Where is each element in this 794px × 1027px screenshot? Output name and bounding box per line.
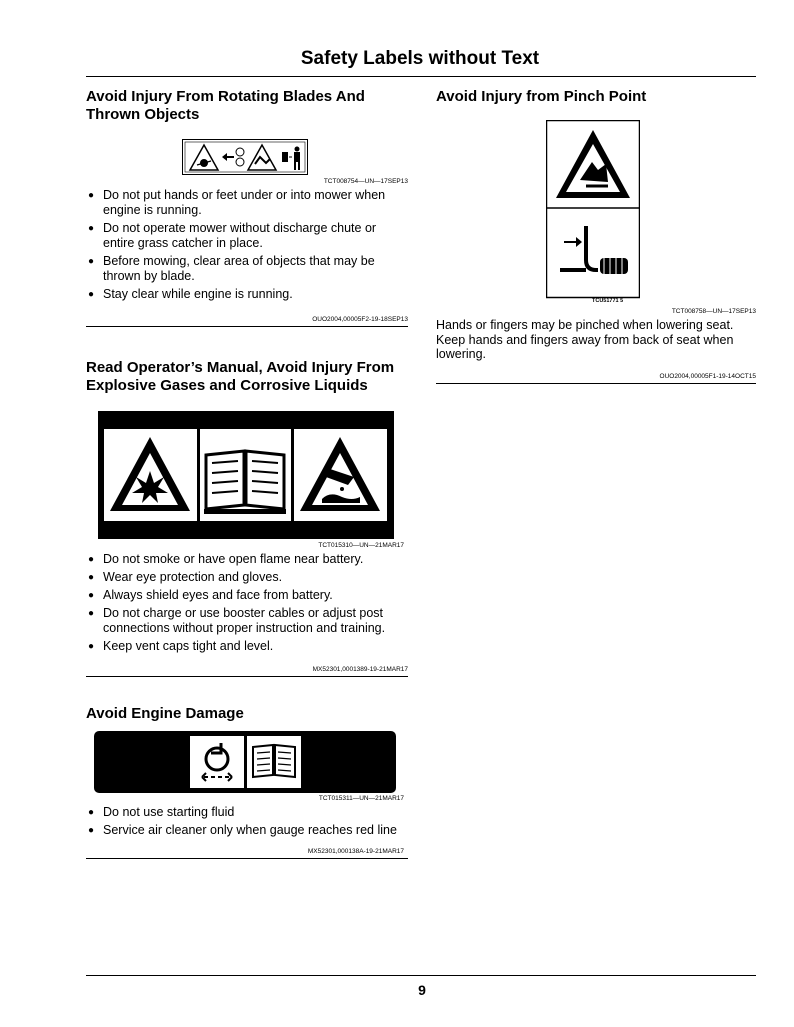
page-title: Safety Labels without Text <box>300 48 540 69</box>
list-item: ● Do not put hands or feet under or into mower when engine is running. <box>86 188 408 218</box>
section-rotating-blades <box>86 88 408 327</box>
reference-code: MX52301,0001389-19-21MAR17 <box>312 666 408 673</box>
bullet-list <box>86 805 408 838</box>
list-item: ● Do not operate mower without discharge chute or entire grass catcher in place. <box>86 221 408 251</box>
section-explosive-gases <box>86 359 408 677</box>
reference-code: MX52301,000138A-19-21MAR17 <box>307 848 404 855</box>
section-heading: Read Operator’s Manual, Avoid Injury From Explosive Gases and Corrosive Liquids <box>86 359 395 394</box>
section-heading: Avoid Injury From Rotating Blades And Thrown Objects <box>86 88 365 123</box>
section-divider <box>86 858 408 859</box>
figure-code: TCT015311—UN—21MAR17 <box>318 795 404 802</box>
list-item: ● Before mowing, clear area of objects that may be thrown by blade. <box>86 254 408 284</box>
right-column <box>436 86 756 384</box>
section-heading: Avoid Engine Damage <box>86 705 244 722</box>
list-item: ● Service air cleaner only when gauge reaches red line <box>86 823 408 838</box>
operators-manual-book-icon <box>204 451 286 514</box>
operators-manual-book-icon <box>253 745 295 777</box>
title-rule <box>86 76 756 77</box>
section-divider <box>86 676 408 677</box>
reference-code: OUO2004,00005F2-19-18SEP13 <box>312 316 408 323</box>
bullet-list <box>86 552 408 654</box>
engine-damage-safety-label <box>94 731 408 793</box>
list-item: ● Do not charge or use booster cables or adjust post connections without proper instruction and training. <box>86 606 408 636</box>
left-column <box>86 86 408 859</box>
footer-rule <box>86 975 756 976</box>
list-item: ● Do not smoke or have open flame near battery. <box>86 552 408 567</box>
section-heading: Avoid Injury from Pinch Point <box>436 88 647 105</box>
figure-code: TCT015310—UN—21MAR17 <box>318 542 404 549</box>
explosive-gases-safety-label <box>98 411 408 539</box>
section-engine-damage <box>86 705 408 859</box>
list-item: ● Always shield eyes and face from battery. <box>86 588 408 603</box>
bullet-list <box>86 188 408 302</box>
list-item: ● Keep vent caps tight and level. <box>86 639 408 654</box>
figure-code: TCT008754—UN—17SEP13 <box>323 178 408 185</box>
rotating-blades-safety-label <box>182 139 408 175</box>
section-divider <box>436 383 756 384</box>
section-divider <box>86 326 408 327</box>
section-pinch-point <box>436 88 756 384</box>
list-item: ● Wear eye protection and gloves. <box>86 570 408 585</box>
decal-code: TCU51771 5 <box>592 298 624 304</box>
list-item: ● Do not use starting fluid <box>86 805 408 820</box>
reference-code: OUO2004,00005F1-19-14OCT15 <box>659 372 756 380</box>
list-item: ● Stay clear while engine is running. <box>86 287 408 302</box>
pinch-point-safety-label <box>546 120 640 306</box>
figure-code: TCT008758—UN—17SEP13 <box>671 308 756 315</box>
pinch-point-description: Hands or fingers may be pinched when lowering seat. Keep hands and fingers away from back of seat when lowering. <box>436 318 734 361</box>
page-number: 9 <box>418 982 426 998</box>
